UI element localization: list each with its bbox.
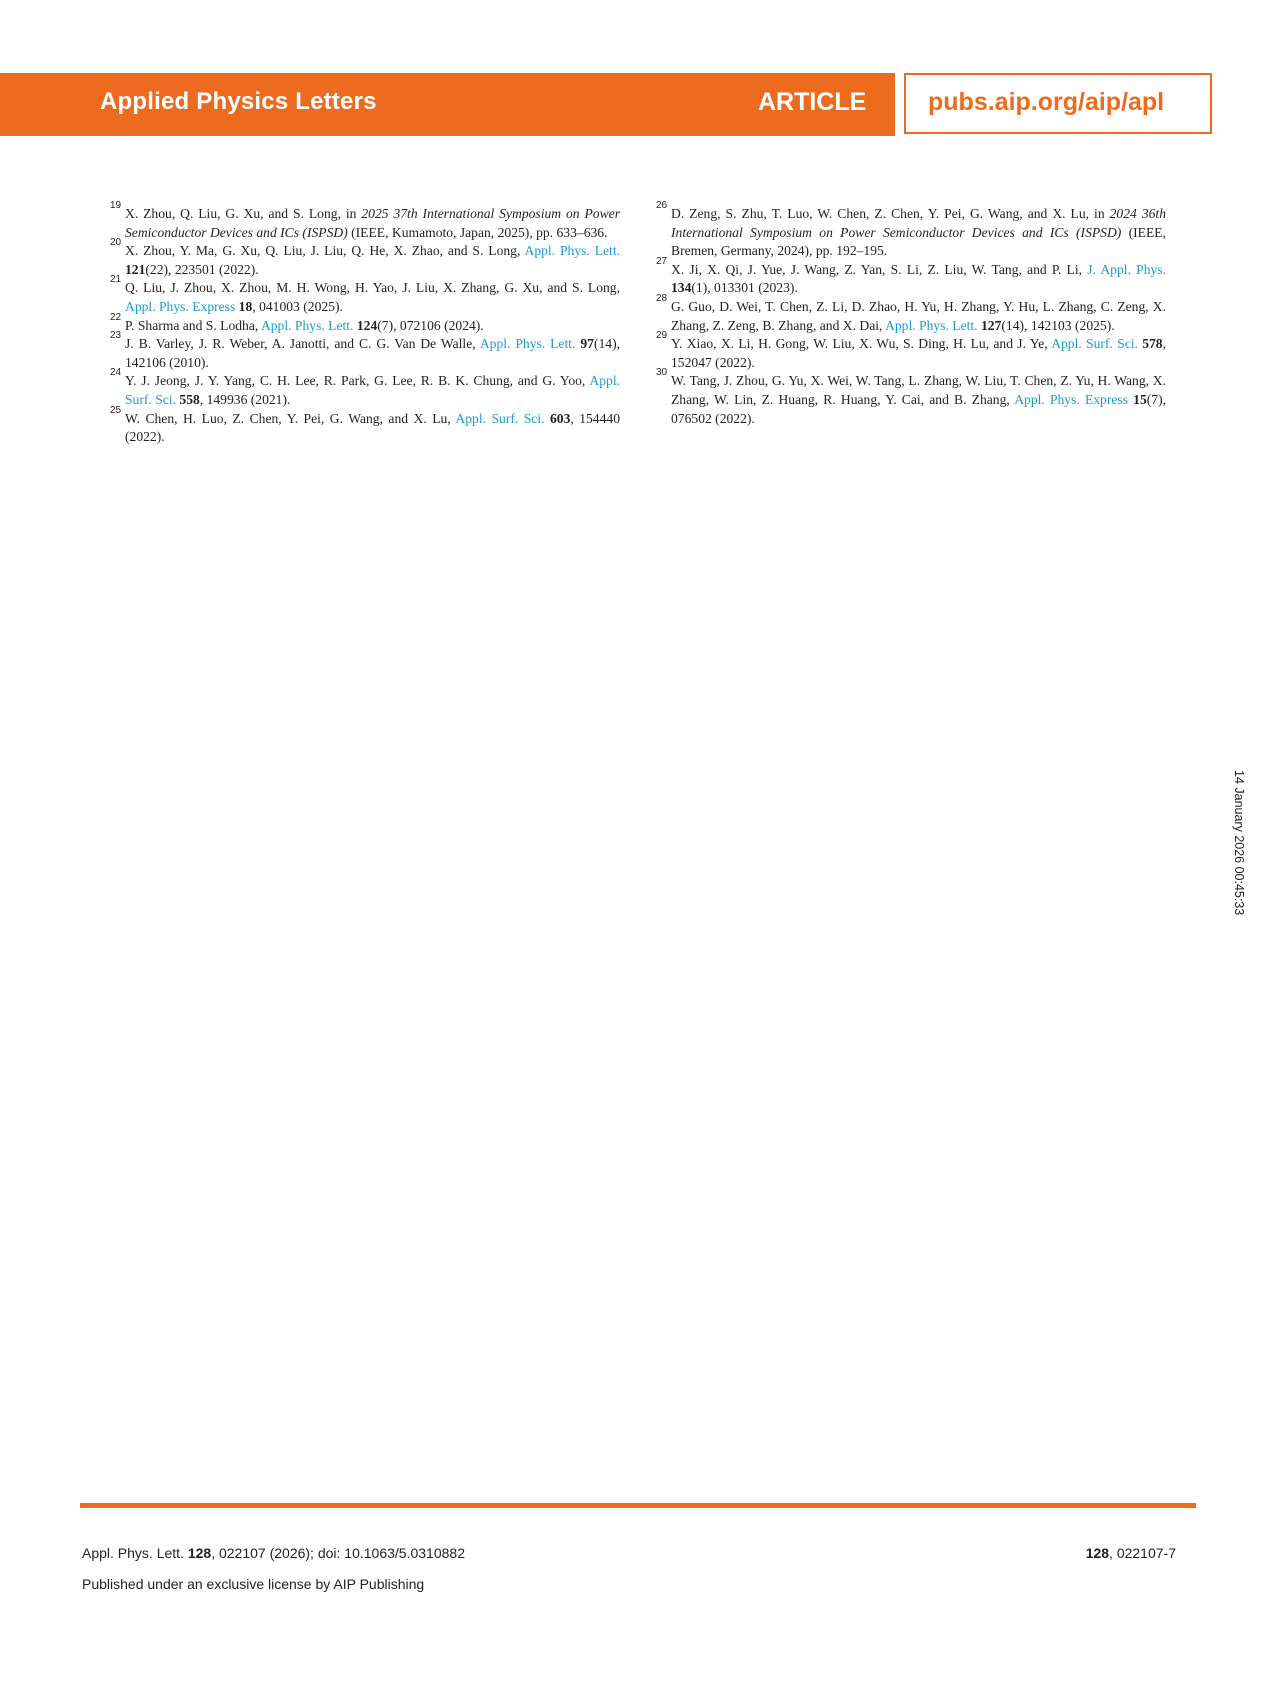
reference-text: J. B. Varley, J. R. Weber, A. Janotti, and C. G. Van De Walle, bbox=[125, 336, 480, 352]
reference-19 bbox=[110, 200, 620, 242]
reference-number: 20 bbox=[110, 237, 122, 249]
reference-proceedings-title: 2024 36th International Symposium on Power Semiconductor Devices and ICs (ISPSD) bbox=[671, 206, 1166, 240]
reference-text: (7), 076502 (2022). bbox=[671, 391, 1167, 426]
reference-text: Y. J. Jeong, J. Y. Yang, C. H. Lee, R. Park, G. Lee, R. B. K. Chung, and G. Yoo, bbox=[125, 373, 590, 389]
reference-text: X. Zhou, Q. Liu, G. Xu, and S. Long, in bbox=[125, 206, 362, 221]
reference-number: 23 bbox=[110, 330, 122, 342]
footer-citation-volume: 128 bbox=[187, 1545, 212, 1561]
section-label: ARTICLE bbox=[758, 88, 867, 116]
reference-text: G. Guo, D. Wei, T. Chen, Z. Li, D. Zhao, H. Yu, H. Zhang, Y. Hu, L. Zhang, C. Zeng, X. Zhang, Z. Zeng, B. Zhang, and X. Dai, bbox=[671, 298, 1166, 333]
reference-text: (22), 223501 (2022). bbox=[145, 261, 259, 277]
reference-22 bbox=[110, 311, 620, 336]
reference-volume: 15 bbox=[1133, 391, 1147, 407]
references-left-column bbox=[110, 200, 620, 447]
reference-journal-link[interactable]: Appl. Surf. Sci. bbox=[1051, 336, 1138, 352]
reference-number: 30 bbox=[656, 367, 668, 379]
reference-30 bbox=[656, 367, 1167, 428]
reference-volume: 121 bbox=[125, 261, 146, 277]
footer-citation-journal: Appl. Phys. Lett. bbox=[82, 1545, 188, 1561]
reference-25 bbox=[110, 404, 620, 447]
reference-number: 21 bbox=[110, 274, 122, 286]
references-right-column bbox=[656, 200, 1167, 428]
reference-journal-link[interactable]: Appl. Surf. Sci. bbox=[125, 373, 620, 407]
reference-volume: 134 bbox=[671, 280, 692, 296]
reference-text: X. Zhou, Y. Ma, G. Xu, Q. Liu, J. Liu, Q. He, X. Zhao, and S. Long, bbox=[125, 243, 525, 259]
footer-citation bbox=[82, 1545, 465, 1561]
reference-text: , 154440 (2022). bbox=[125, 410, 620, 445]
footer-rule bbox=[80, 1503, 1196, 1508]
reference-text: , 041003 (2025). bbox=[252, 298, 343, 314]
footer-page-number bbox=[1086, 1545, 1176, 1561]
reference-text: (IEEE, Bremen, Germany, 2024), pp. 192–195. bbox=[671, 224, 1166, 259]
footer-page-volume: 128 bbox=[1085, 1545, 1110, 1561]
reference-volume: 127 bbox=[980, 317, 1002, 333]
reference-journal-link[interactable]: Appl. Phys. Lett. bbox=[524, 243, 620, 259]
reference-text: D. Zeng, S. Zhu, T. Luo, W. Chen, Z. Chen, Y. Pei, G. Wang, and X. Lu, in bbox=[671, 206, 1110, 221]
reference-volume: 603 bbox=[549, 410, 571, 426]
reference-text: (7), 072106 (2024). bbox=[377, 317, 484, 333]
reference-journal-link[interactable]: Appl. Phys. Lett. bbox=[885, 317, 978, 333]
footer-page-article: , 022107-7 bbox=[1109, 1545, 1176, 1561]
reference-number: 29 bbox=[656, 330, 668, 342]
reference-volume: 97 bbox=[580, 336, 594, 352]
reference-text: W. Tang, J. Zhou, G. Yu, X. Wei, W. Tang, L. Zhang, W. Liu, T. Chen, Z. Yu, H. Wang, X. Zhang, W. Lin, Z. Huang, R. Huang, Y. Cai, and B. Zhang, bbox=[671, 373, 1166, 407]
reference-volume: 124 bbox=[356, 317, 378, 333]
reference-24 bbox=[110, 367, 620, 409]
reference-number: 24 bbox=[110, 367, 122, 379]
reference-text: W. Chen, H. Luo, Z. Chen, Y. Pei, G. Wang, and X. Lu, bbox=[125, 410, 456, 426]
reference-journal-link[interactable]: J. Appl. Phys. bbox=[1087, 261, 1166, 277]
reference-text: Y. Xiao, X. Li, H. Gong, W. Liu, X. Wu, S. Ding, H. Lu, and J. Ye, bbox=[671, 336, 1052, 352]
reference-text: (14), 142106 (2010). bbox=[125, 336, 620, 370]
footer-citation-doi: , 022107 (2026); doi: 10.1063/5.0310882 bbox=[211, 1545, 465, 1561]
journal-url-link[interactable]: pubs.aip.org/aip/apl bbox=[928, 88, 1165, 116]
reference-number: 19 bbox=[110, 200, 122, 211]
reference-number: 22 bbox=[110, 311, 122, 323]
reference-26 bbox=[656, 200, 1166, 261]
reference-text: , 152047 (2022). bbox=[671, 336, 1166, 370]
reference-number: 26 bbox=[656, 200, 668, 211]
reference-28 bbox=[656, 292, 1166, 335]
reference-number: 28 bbox=[656, 292, 668, 304]
reference-journal-link[interactable]: Appl. Phys. Lett. bbox=[479, 336, 576, 352]
reference-proceedings-title: 2025 37th International Symposium on Power Semiconductor Devices and ICs (ISPSD) bbox=[125, 206, 620, 240]
reference-23 bbox=[110, 330, 620, 372]
reference-number: 25 bbox=[110, 404, 122, 416]
reference-volume: 558 bbox=[179, 391, 200, 407]
reference-text: P. Sharma and S. Lodha, bbox=[125, 317, 261, 333]
reference-text: (IEEE, Kumamoto, Japan, 2025), pp. 633–636. bbox=[347, 224, 608, 240]
reference-number: 27 bbox=[656, 255, 668, 267]
reference-journal-link[interactable]: Appl. Phys. Express bbox=[125, 298, 236, 314]
reference-29 bbox=[656, 330, 1166, 372]
reference-text: , 149936 (2021). bbox=[199, 391, 291, 407]
footer-license: Published under an exclusive license by AIP Publishing bbox=[82, 1576, 425, 1592]
reference-journal-link[interactable]: Appl. Phys. Lett. bbox=[260, 317, 354, 333]
journal-title: Applied Physics Letters bbox=[100, 88, 377, 115]
reference-text: (14), 142103 (2025). bbox=[1001, 317, 1115, 333]
reference-journal-link[interactable]: Appl. Phys. Express bbox=[1014, 391, 1128, 407]
reference-volume: 18 bbox=[238, 298, 253, 314]
download-timestamp: 14 January 2026 00:45:33 bbox=[1232, 770, 1246, 916]
reference-text: Q. Liu, J. Zhou, X. Zhou, M. H. Wong, H. Yao, J. Liu, X. Zhang, G. Xu, and S. Long, bbox=[125, 280, 620, 296]
reference-27 bbox=[656, 255, 1166, 298]
reference-text: (1), 013301 (2023). bbox=[691, 280, 798, 296]
reference-volume: 578 bbox=[1142, 336, 1163, 352]
reference-20 bbox=[110, 237, 620, 279]
reference-21 bbox=[110, 274, 620, 316]
reference-text: X. Ji, X. Qi, J. Yue, J. Wang, Z. Yan, S. Li, Z. Liu, W. Tang, and P. Li, bbox=[671, 261, 1088, 277]
reference-journal-link[interactable]: Appl. Surf. Sci. bbox=[455, 410, 545, 426]
